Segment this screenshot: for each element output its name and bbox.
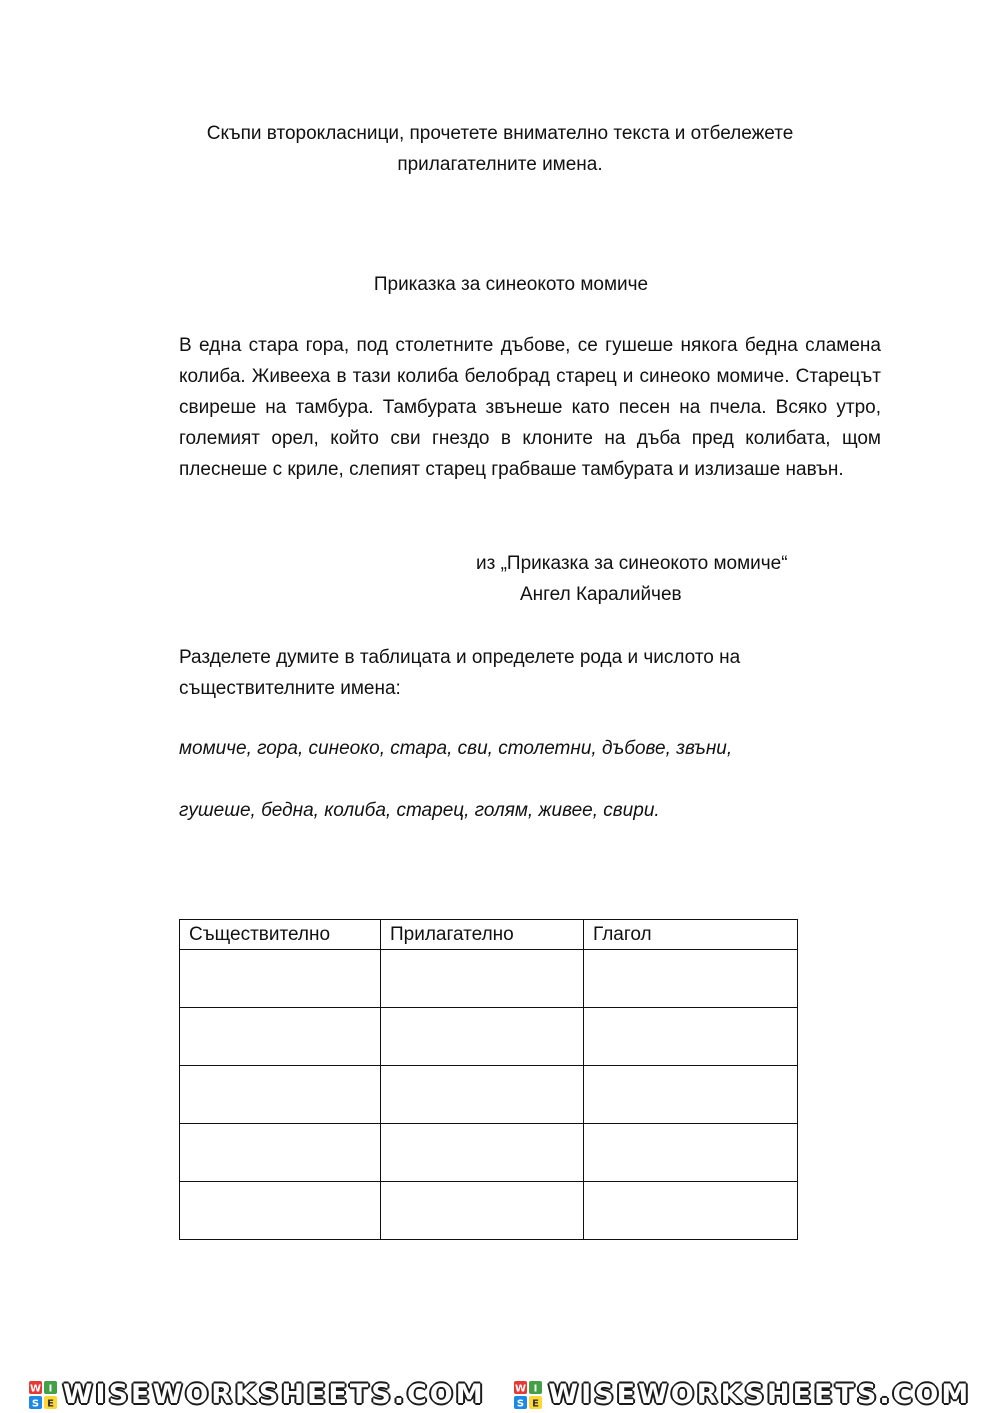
verb-cell[interactable]: [584, 950, 798, 1008]
svg-text:E: E: [532, 1398, 540, 1409]
adjective-cell[interactable]: [381, 1182, 584, 1240]
svg-text:E: E: [46, 1398, 54, 1409]
adjective-cell[interactable]: [381, 1066, 584, 1124]
intro-line-1: Скъпи второкласници, прочетете внимателно текста и отбележете: [206, 123, 794, 144]
svg-text:W: W: [515, 1383, 527, 1394]
intro-text: [120, 118, 880, 180]
adjective-cell[interactable]: [381, 1124, 584, 1182]
brand-tile-icon: [29, 1381, 57, 1409]
table-row: [180, 950, 798, 1008]
story-source: [476, 548, 896, 610]
noun-cell[interactable]: [180, 950, 381, 1008]
table-header-row: [180, 920, 798, 950]
brand-tile-icon: [514, 1381, 542, 1409]
svg-text:S: S: [517, 1398, 525, 1409]
table-row: [180, 1182, 798, 1240]
noun-cell[interactable]: [180, 1066, 381, 1124]
table-row: [180, 1008, 798, 1066]
svg-text:S: S: [31, 1398, 39, 1409]
story-paragraph: В една стара гора, под столетните дъбове, се гушеше някога бедна сламена колиба. Живееха в тази колиба белобрад старец и синеоко момиче. Старецът свиреше на тамбура. Тамбурата звънеше като песен на пчела. Всяко утро, големият орел, който сви гнездо в клоните на дъба пред колибата, щом плеснеше с криле, слепият старец грабваше тамбурата и излизаше навън.: [179, 335, 881, 480]
svg-text:I: I: [533, 1383, 538, 1394]
story-title: Приказка за синеокото момиче: [373, 274, 649, 295]
classification-table: [179, 919, 798, 1240]
instruction-line-1: Разделете думите в таблицата и определете рода и числото на: [179, 647, 741, 668]
adjective-cell[interactable]: [381, 950, 584, 1008]
source-line: из „Приказка за синеокото момиче“: [476, 553, 788, 574]
word-list-line-1: момиче, гора, синеоко, стара, сви, столетни, дъбове, звъни,: [179, 738, 733, 759]
footer-branding: [0, 1376, 1000, 1413]
header-verb: Глагол: [584, 920, 798, 950]
word-list-line-2: гушеше, бедна, колиба, старец, голям, живее, свири.: [179, 800, 660, 821]
instruction-line-2: съществителните имена:: [179, 678, 401, 699]
brand-logo-2[interactable]: [514, 1379, 971, 1410]
author-name: Ангел Каралийчев: [520, 584, 682, 605]
header-noun: Съществително: [180, 920, 381, 950]
brand-text: WISEWORKSHEETS.COM: [548, 1379, 972, 1410]
svg-text:W: W: [29, 1383, 41, 1394]
noun-cell[interactable]: [180, 1008, 381, 1066]
svg-text:I: I: [48, 1383, 53, 1394]
table-row: [180, 1124, 798, 1182]
verb-cell[interactable]: [584, 1124, 798, 1182]
verb-cell[interactable]: [584, 1066, 798, 1124]
brand-text: WISEWORKSHEETS.COM: [62, 1379, 486, 1410]
adjective-cell[interactable]: [381, 1008, 584, 1066]
brand-logo-1[interactable]: [29, 1379, 486, 1410]
verb-cell[interactable]: [584, 1182, 798, 1240]
noun-cell[interactable]: [180, 1182, 381, 1240]
table-row: [180, 1066, 798, 1124]
noun-cell[interactable]: [180, 1124, 381, 1182]
intro-line-2: прилагателните имена.: [397, 154, 603, 175]
task-instruction: [179, 642, 879, 704]
header-adjective: Прилагателно: [381, 920, 584, 950]
verb-cell[interactable]: [584, 1008, 798, 1066]
